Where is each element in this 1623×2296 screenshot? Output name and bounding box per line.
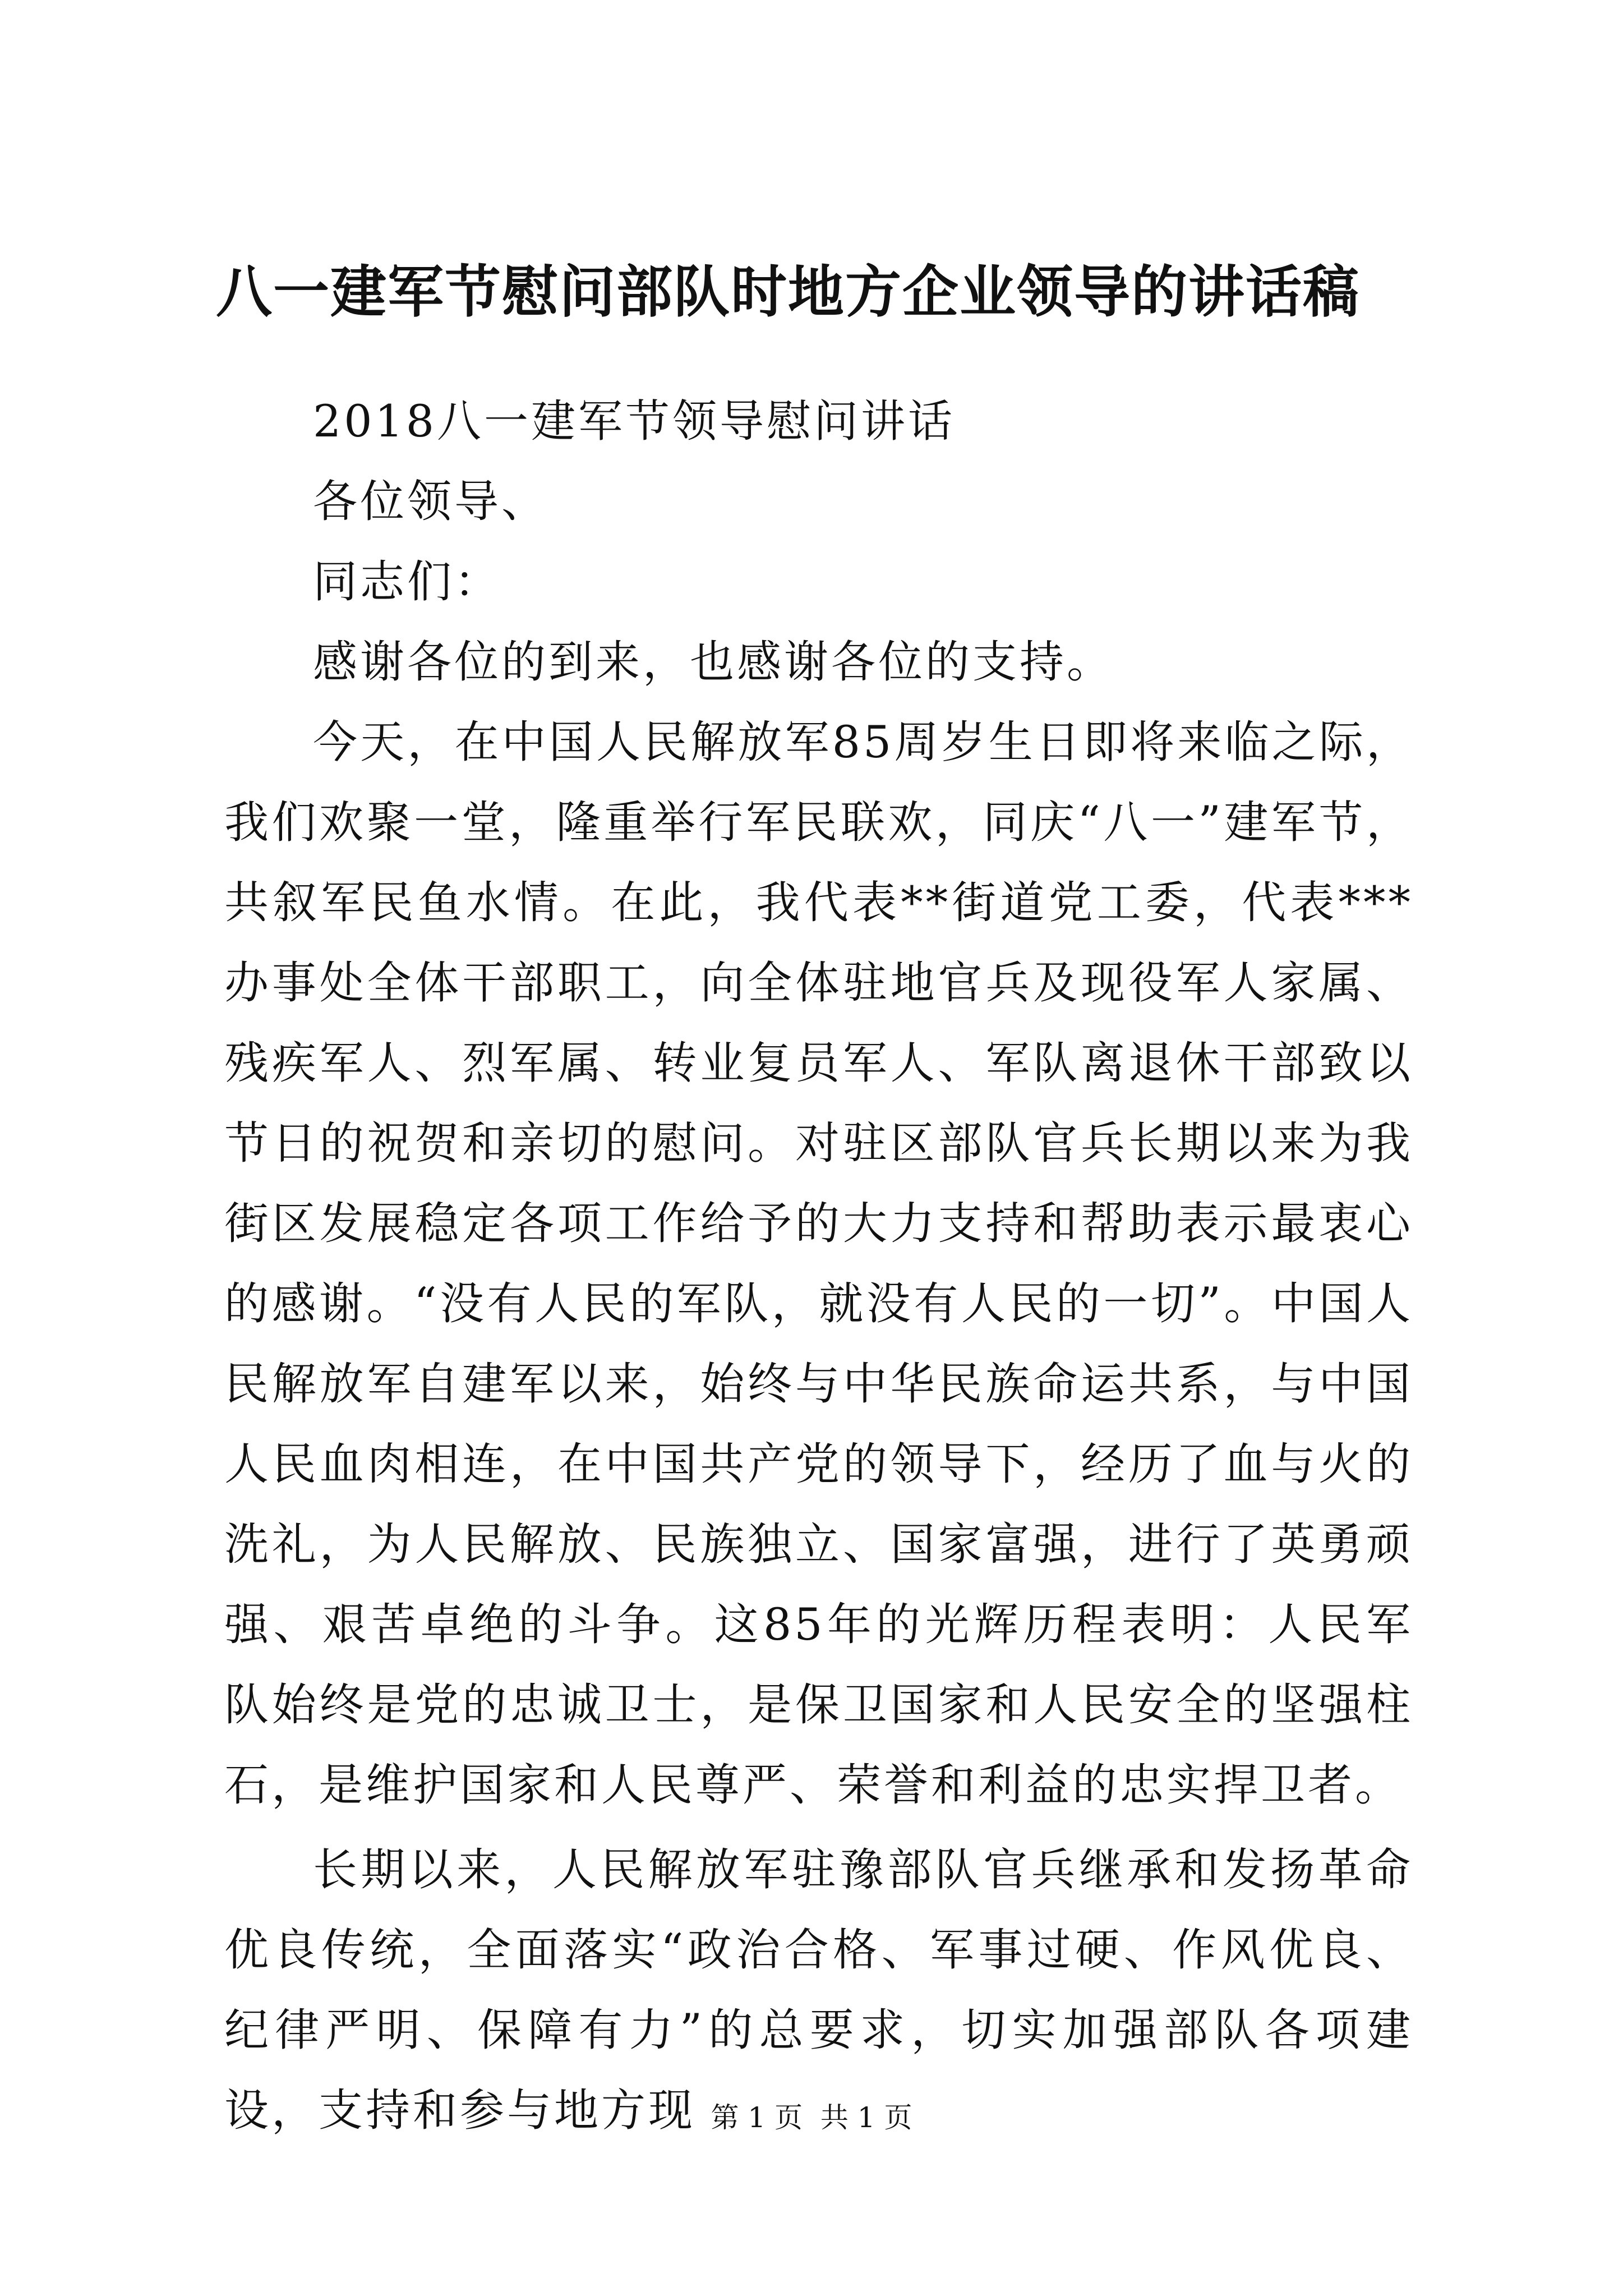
paragraph-subtitle: 2018八一建军节领导慰问讲话 [313, 395, 956, 447]
paragraph-main: 今天，在中国人民解放军85周岁生日即将来临之际，我们欢聚一堂，隆重举行军民联欢，同庆“八一”建军节，共叙军民鱼水情。在此，我代表**街道党工委，代表***办事处全体干部职工，向全体驻地官兵及现役军人家属、残疾军人、烈军属、转业复员军人、军队离退休干部致以节日的祝贺和亲切的慰问。对驻区部队官兵长期以来为我街区发展稳定各项工作给予的大力支持和帮助表示最衷心的感谢。“没有人民的军队，就没有人民的一切”。中国人民解放军自建军以来，始终与中华民族命运共系，与中国人民血肉相连，在中国共产党的领导下，经历了血与火的洗礼，为人民解放、民族独立、国家富强，进行了英勇顽强、艰苦卓绝的斗争。这85年的光辉历程表明：人民军队始终是党的忠诚卫士，是保卫国家和人民安全的坚强柱石，是维护国家和人民尊严、荣誉和利益的忠实捍卫者。 [224, 716, 1413, 1811]
document-title: 八一建军节慰问部队时地方企业领导的讲话稿 [216, 259, 1360, 325]
paragraph-continued: 长期以来，人民解放军驻豫部队官兵继承和发扬革命优良传统，全面落实“政治合格、军事过硬、作风优良、纪律严明、保障有力”的总要求，切实加强部队各项建设，支持和参与地方现 [224, 1844, 1413, 2136]
page-number: 第 1 页 共 1 页 [711, 2101, 912, 2134]
document-body [224, 381, 1413, 2151]
paragraph-salutation-1: 各位领导、 [313, 476, 548, 527]
page-footer [0, 2098, 1623, 2137]
paragraph-thanks: 感谢各位的到来，也感谢各位的支持。 [313, 636, 1114, 688]
paragraph-salutation-2: 同志们： [313, 556, 501, 608]
